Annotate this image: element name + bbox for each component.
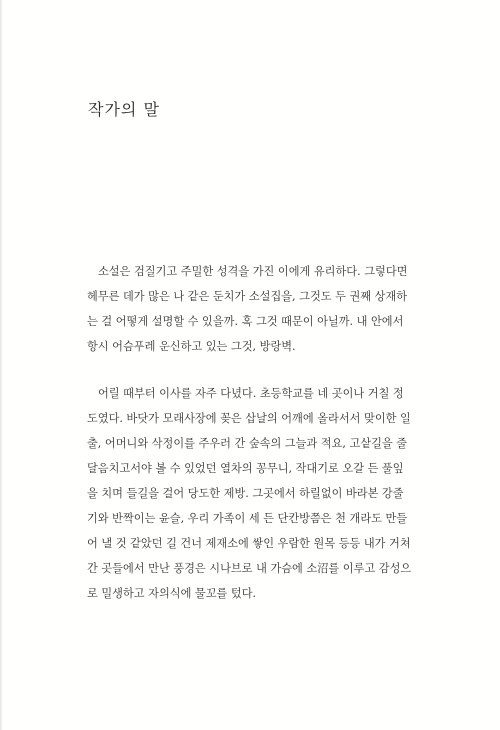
paragraph-line: 달음치고서야 볼 수 있었던 열차의 꽁무니, 작대기로 오갈 든 풀잎	[87, 462, 404, 475]
chapter-title: 작가의 말	[88, 100, 160, 119]
paragraph-line: 도였다. 바닷가 모래사장에 꽂은 삽날의 어깨에 올라서서 맞이한 일	[87, 412, 411, 425]
paragraph-line: 출, 어머니와 삭정이를 주우러 간 숲속의 그늘과 적요, 고샅길을 줄	[87, 437, 408, 450]
paragraph-line: 헤무른 데가 많은 나 같은 둔치가 소설집을, 그것도 두 권째 상재하	[87, 290, 408, 303]
paragraph-line: 소설은 검질기고 주밀한 성격을 가진 이에게 유리하다. 그렇다면	[98, 265, 408, 278]
paragraph-line: 어릴 때부터 이사를 자주 다녔다. 초등학교를 네 곳이나 거칠 정	[98, 387, 404, 400]
paragraph-line: 는 걸 어떻게 설명할 수 있을까. 혹 그것 때문이 아닐까. 내 안에서	[87, 315, 404, 328]
paragraph-line: 기와 반짝이는 윤슬, 우리 가족이 세 든 단칸방쯤은 천 개라도 만들	[87, 512, 408, 525]
paragraph-line: 간 곳들에서 만난 풍경은 시나브로 내 가슴에 소沼를 이루고 감성으	[87, 562, 412, 575]
paragraph-line: 을 치며 들길을 걸어 당도한 제방. 그곳에서 하릴없이 바라본 강줄	[87, 487, 404, 500]
page-edge-shadow	[0, 0, 3, 730]
paragraph-line: 로 밀생하고 자의식에 물꼬를 텄다.	[87, 587, 257, 600]
paragraph-1	[87, 259, 417, 359]
body-text	[87, 259, 417, 606]
paragraph-line: 항시 어슴푸레 운신하고 있는 그것, 방랑벽.	[87, 340, 296, 353]
paragraph-line: 어 낼 것 같았던 길 건너 제재소에 쌓인 우람한 원목 등등 내가 거쳐	[87, 537, 411, 550]
paragraph-2	[87, 381, 417, 606]
